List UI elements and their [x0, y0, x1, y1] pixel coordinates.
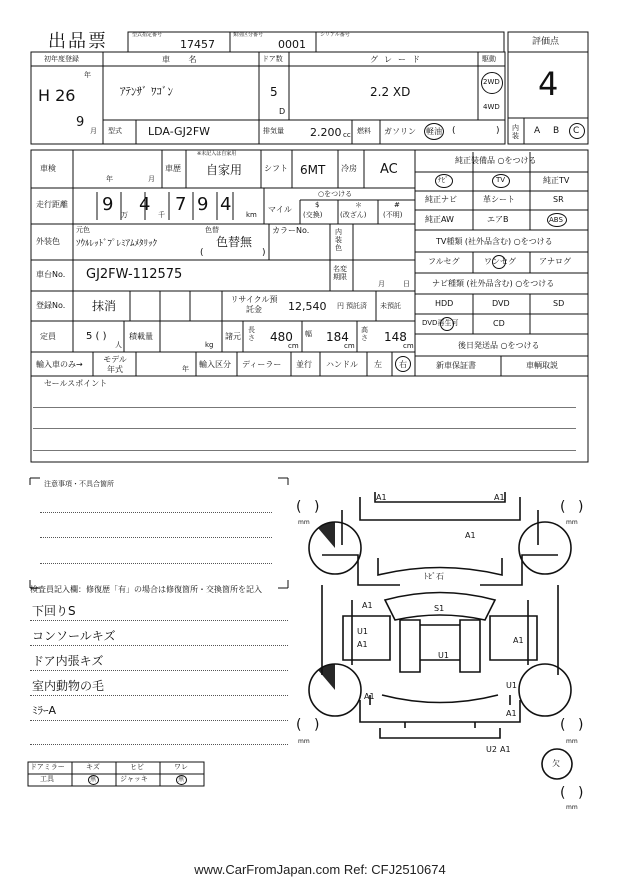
shift: 6MT [300, 163, 326, 177]
color-label: 外装色 [36, 237, 60, 246]
legend-scratch: キズ [86, 763, 100, 771]
equip-genuine-navi: 純正ナビ [425, 195, 457, 204]
width-cm: cm [344, 342, 355, 350]
damage-left-door-u: U1 [357, 627, 368, 636]
damage-left-door-a: A1 [357, 640, 368, 649]
handle-right: 右 [399, 360, 407, 369]
recycle-unit: 円 [337, 302, 344, 310]
mileage-digit-4: 9 [197, 194, 209, 215]
inspection-month: 月 [148, 175, 155, 183]
nc-day: 日 [403, 280, 410, 288]
note-item-1: 下回りS [32, 604, 76, 618]
equip-abs: ABS [549, 216, 563, 224]
load-kg: kg [205, 341, 214, 349]
legend-jack-label: ジャッキ [120, 775, 148, 783]
recycle-unpaid: 未預託 [380, 302, 401, 310]
nc-month: 月 [378, 280, 385, 288]
note-item-5: ﾐﾗｰA [32, 704, 57, 717]
mark-unknown-text: (不明) [383, 211, 403, 219]
vehicle-type: 自家用 [206, 163, 243, 177]
note-line-1 [30, 620, 288, 621]
interior-label: 内装 [512, 124, 519, 140]
repaint-paren-close: ) [262, 248, 266, 258]
mile-label: マイル [268, 205, 292, 214]
type-no-value: 17457 [180, 38, 215, 51]
mileage-km: km [246, 211, 257, 219]
model: LDA-GJ2FW [148, 125, 211, 138]
drive-label: 駆動 [482, 55, 496, 63]
repaint-value: 色替無 [216, 235, 253, 249]
damage-front-panel: A1 [465, 531, 476, 540]
reg-no-label: 登録No. [36, 301, 66, 310]
tire-rl-mm: mm [298, 738, 310, 745]
door-label: ドア数 [262, 55, 283, 63]
fuel-diesel: 軽油 [426, 127, 442, 136]
grade: 2.2 XD [370, 85, 411, 99]
displacement-label: 排気量 [263, 127, 284, 135]
width-label: 幅 [305, 330, 312, 338]
doors: 5 [270, 85, 278, 99]
fuel-other-open: ( [452, 126, 456, 136]
vehicle-type-label: 車歴 [165, 164, 181, 173]
score-value: 4 [538, 65, 559, 103]
equip-navi: ﾅﾋﾞ [438, 176, 449, 184]
mileage-label: 走行距離 [36, 200, 68, 209]
tire-spare-open: ( [560, 785, 566, 801]
mileage-digit-3: 7 [175, 194, 187, 215]
note-line-5 [30, 720, 288, 721]
tire-spare-close: ) [578, 785, 584, 801]
damage-windshield: S1 [434, 604, 445, 613]
capacity: 5 ( ) [86, 331, 107, 342]
model-label: 型式 [108, 127, 122, 135]
score-label: 評価点 [532, 37, 560, 47]
note-line-4 [30, 695, 288, 696]
first-reg-month: 9 [76, 115, 85, 130]
model-year-unit: 年 [182, 365, 189, 373]
month-unit: 月 [90, 127, 97, 135]
sales-line-1 [33, 407, 576, 408]
legend-break: ワレ [174, 763, 188, 771]
category-value: 0001 [278, 38, 306, 51]
grade-label: グレード [370, 55, 426, 64]
damage-roof: U1 [438, 651, 449, 660]
fuel-gasoline: ガソリン [384, 127, 416, 136]
interior-color-label: 内装色 [335, 228, 342, 252]
mark-unknown: # [394, 201, 400, 209]
caution-label: 注意事項・不具合箇所 [44, 480, 114, 488]
tire-rl-open: ( [296, 717, 302, 733]
note-line-3 [30, 670, 288, 671]
tv-analog: アナログ [539, 257, 571, 266]
drive-4wd: 4WD [483, 103, 500, 111]
equip-airbag: エアB [487, 215, 509, 224]
note-item-4: 室内動物の毛 [32, 679, 105, 693]
navi-cd: CD [493, 319, 505, 328]
tire-fr-mm: mm [566, 519, 578, 526]
dims-label: 諸元 [225, 332, 241, 341]
note-item-2: コンソールキズ [32, 629, 116, 643]
damage-right-rear-u: U1 [506, 681, 517, 690]
model-year-label: モデル年式 [103, 355, 127, 374]
door-type: D [279, 107, 286, 116]
damage-front-bumper-right: A1 [494, 493, 505, 502]
equip-leather: 革シート [483, 195, 515, 204]
vehicle-type-note: ※未記入は自家用 [197, 151, 237, 157]
navi-hdd: HDD [435, 299, 454, 308]
damage-left-fender: A1 [362, 601, 373, 610]
recycle-label: リサイクル預託金 [230, 295, 278, 314]
serial-label: シリアル番号 [320, 32, 350, 38]
equip-genuine-aw: 純正AW [425, 215, 454, 224]
mark-tamper: ＊ [355, 201, 362, 209]
type-no-label: 型式指定番号 [132, 32, 163, 38]
import-label: 輸入車のみ→ [36, 360, 83, 369]
orig-color-label: 元色 [76, 226, 90, 234]
tire-rl-close: ) [314, 717, 320, 733]
tire-rr-open: ( [560, 717, 566, 733]
import-dealer: ディーラー [242, 360, 282, 369]
height-cm: cm [403, 342, 414, 350]
exterior-color: ｿｳﾙﾚｯﾄﾞﾌﾟﾚﾐｱﾑﾒﾀﾘｯｸ [76, 239, 158, 249]
interior-a: A [534, 126, 541, 136]
navi-dvd-play: DVD再生可 [422, 319, 459, 327]
sales-line-3 [33, 450, 576, 451]
navi-title: ナビ種類 (社外品含む) ○をつける [432, 279, 555, 288]
equip-genuine-tv: 純正TV [543, 176, 570, 185]
color-no-label: カラーNo. [272, 226, 310, 235]
legend-tool-label: 工具 [40, 775, 54, 783]
mileage-digit-5: 4 [220, 194, 232, 215]
footer-ref: www.CarFromJapan.com Ref: CFJ2510674 [194, 862, 446, 877]
tire-fl-close: ) [314, 499, 320, 515]
damage-right-rear-a: A1 [506, 709, 517, 718]
tv-fullseg: フルセグ [428, 257, 460, 266]
capacity-label: 定員 [40, 332, 56, 341]
equip-tv: TV [496, 176, 506, 184]
sales-line-2 [33, 428, 576, 429]
tire-rr-mm: mm [566, 738, 578, 745]
repaint-label: 色替 [205, 226, 219, 234]
year-unit: 年 [84, 71, 91, 79]
legend-crack: ヒビ [130, 763, 144, 771]
height: 148 [384, 330, 407, 344]
caution-line-1 [40, 512, 272, 513]
repaint-paren-open: ( [200, 248, 204, 258]
legend-jack-value: 無 [178, 776, 185, 783]
damage-left-rear: A1 [364, 692, 375, 701]
mileage-digit-2: 4 [139, 194, 151, 215]
inspection-label: 車検 [40, 164, 56, 173]
spare-tire-missing: 欠 [552, 759, 560, 768]
equip-sr: SR [553, 195, 564, 204]
ac: AC [380, 162, 398, 177]
mark-tamper-text: (改ざん) [340, 211, 367, 219]
recycle-value: 12,540 [288, 300, 327, 313]
damage-hood-chip: ﾄﾋﾞ石 [424, 572, 444, 581]
first-reg-year: H 26 [38, 86, 76, 105]
note-line-6 [30, 744, 288, 745]
chassis-label: 車台No. [36, 270, 66, 279]
mileage-digit-1: 9 [102, 194, 114, 215]
load-label: 積載量 [129, 332, 153, 341]
caution-line-3 [40, 563, 272, 564]
sales-point-label: セールスポイント [44, 379, 108, 388]
reg-no: 抹消 [92, 299, 117, 313]
first-reg-label: 初年度登録 [44, 55, 79, 63]
length-label: 長さ [248, 326, 255, 342]
form-title: 出品票 [48, 31, 108, 52]
legend-tool-value: 無 [90, 776, 97, 783]
car-diagram [322, 492, 558, 738]
recycle-paid: 預託済 [346, 302, 367, 310]
mileage-sen: 千 [158, 211, 165, 219]
car-name: ｱﾃﾝｻﾞ ﾜｺﾞﾝ [120, 85, 173, 98]
navi-dvd: DVD [492, 299, 510, 308]
docs-warranty: 新車保証書 [436, 361, 476, 370]
tire-fl-mm: mm [298, 519, 310, 526]
legend-door-mirror: ドアミラー [30, 763, 65, 771]
equipment-title: 純正装備品 ○をつける [455, 156, 537, 165]
navi-sd: SD [553, 299, 565, 308]
mileage-man: 万 [121, 211, 128, 219]
damage-rear-bumper-u: U2 [486, 745, 497, 754]
note-item-3: ドア内張キズ [32, 654, 104, 668]
tire-spare-mm: mm [566, 804, 578, 811]
tire-fl-open: ( [296, 499, 302, 515]
cc-unit: cc [343, 131, 351, 139]
damage-right-door: A1 [513, 636, 524, 645]
tv-title: TV種類 (社外品含む) ○をつける [436, 237, 553, 246]
interior-c: C [573, 126, 580, 136]
ac-label: 冷房 [341, 164, 357, 173]
interior-b: B [553, 126, 560, 136]
handle-left: 左 [374, 360, 382, 369]
inspection-year: 年 [106, 175, 113, 183]
capacity-person: 人 [115, 341, 122, 349]
category-label: 類別区分番号 [233, 32, 264, 38]
fuel-other-close: ) [496, 126, 500, 136]
tv-oneseg: ワンセグ [484, 257, 516, 266]
shift-label: シフト [264, 164, 288, 173]
length-cm: cm [288, 342, 299, 350]
mark-exchange-text: (交換) [303, 211, 323, 219]
fuel-label: 燃料 [357, 127, 371, 135]
import-parallel: 並行 [296, 360, 312, 369]
mark-note: ○をつける [318, 190, 353, 198]
height-label: 高さ [361, 326, 368, 342]
caution-line-2 [40, 537, 272, 538]
docs-manual: 車輌取説 [526, 361, 558, 370]
handle-label: ハンドル [326, 360, 358, 369]
tire-rr-close: ) [578, 717, 584, 733]
mark-exchange: $ [315, 201, 320, 209]
damage-rear-bumper-a: A1 [500, 745, 511, 754]
chassis-no: GJ2FW-112575 [86, 267, 183, 282]
car-name-label: 車 名 [162, 55, 205, 64]
note-line-2 [30, 645, 288, 646]
damage-front-bumper-left: A1 [376, 493, 387, 502]
displacement: 2.200 [310, 126, 342, 139]
width: 184 [326, 330, 349, 344]
import-type-label: 輸入区分 [199, 360, 231, 369]
docs-title: 後日発送品 ○をつける [458, 341, 540, 350]
name-change-label: 名変期限 [333, 265, 347, 281]
tire-fr-open: ( [560, 499, 566, 515]
drive-2wd: 2WD [483, 78, 500, 86]
length: 480 [270, 330, 293, 344]
tire-fr-close: ) [578, 499, 584, 515]
inspector-label: 検査員記入欄：修復歴「有」の場合は修復箇所・交換箇所を記入 [30, 585, 262, 594]
